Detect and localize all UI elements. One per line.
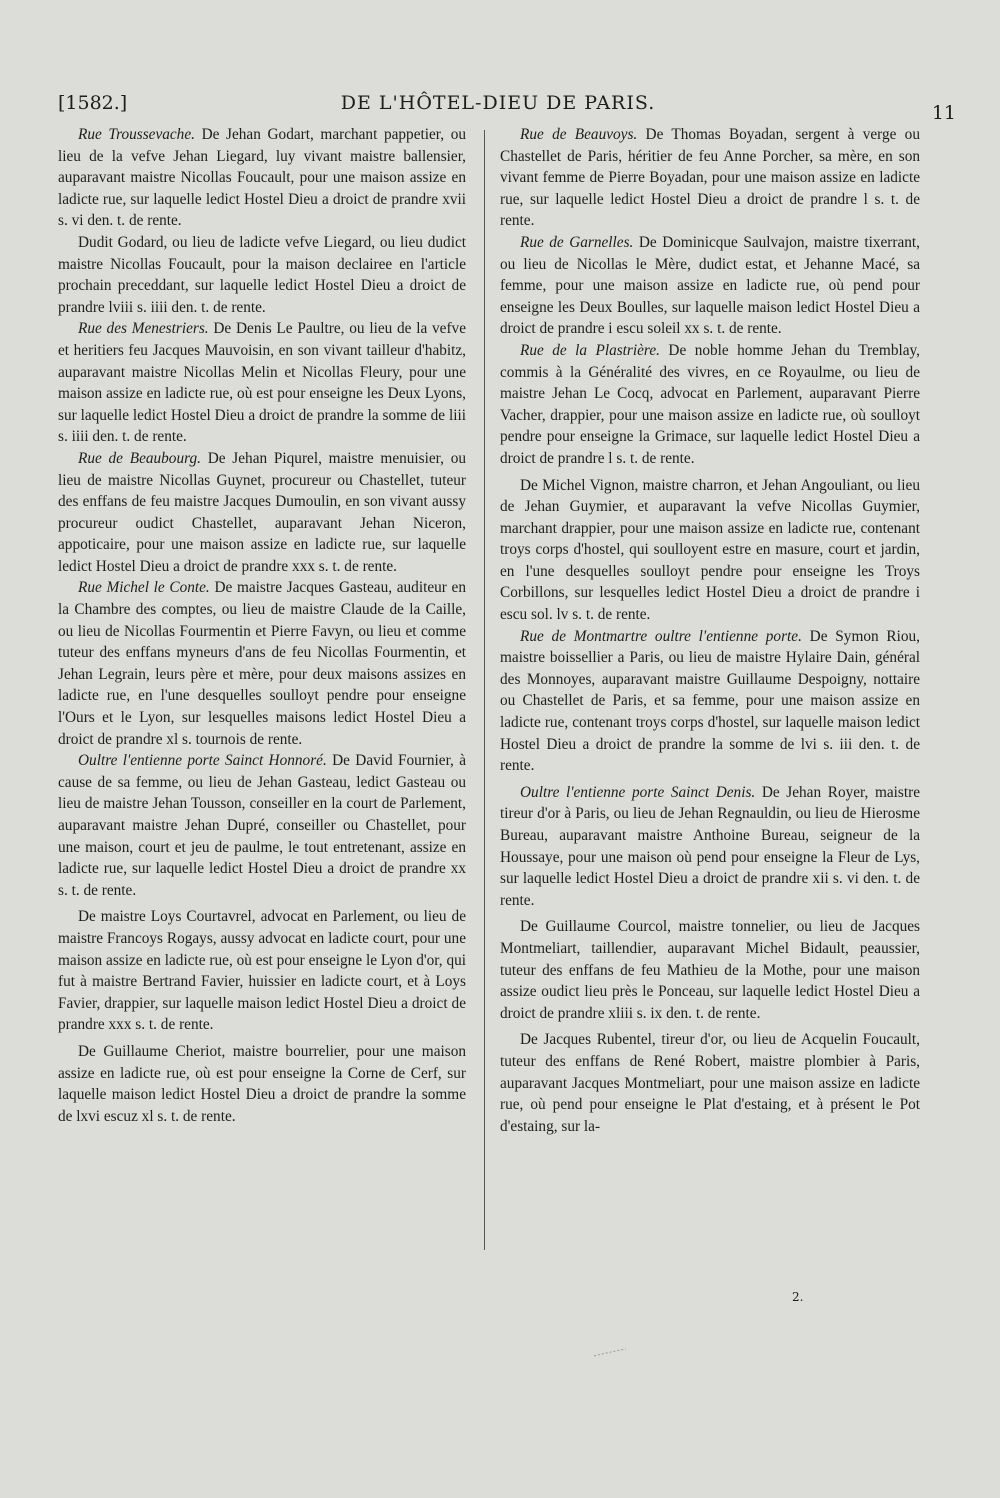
street-name: Oultre l'entienne porte Sainct Denis. bbox=[520, 783, 756, 801]
paragraph-text: De Michel Vignon, maistre charron, et Jehan Angouliant, ou lieu de Jehan Guymier, et auparavant la vefve Nicollas Guymier, marchant drappier, pour une maison assize en ladicte rue, contenant troys corps d'hostel, qui soulloyent estre en masure, court et jardin, en l'une desquelles soulloyt pendre pour enseigne les Troys Corbillons, sur lesquelles ledict Hostel Dieu a droict de prandre i escu sol. lv s. t. de rente. bbox=[500, 476, 920, 624]
left-column bbox=[58, 124, 466, 1127]
paragraph bbox=[58, 577, 466, 750]
paragraph-text: De Symon Riou, maistre boissellier a Paris, ou lieu de maistre Hylaire Dain, général des Monnoyes, auparavant maistre Guillaume Despoigny, nottaire ou Chastellet de Paris, et sa femme, pour une maison assize en ladicte rue, contenant troys corps d'hostel, sur laquelle maison ledict Hostel Dieu a droict de prandre la somme de lvi s. iii den. t. de rente. bbox=[500, 627, 921, 775]
paragraph bbox=[58, 906, 466, 1036]
right-column bbox=[500, 124, 920, 1137]
header-title: DE L'HÔTEL-DIEU DE PARIS. bbox=[340, 92, 656, 114]
paragraph bbox=[500, 626, 920, 777]
street-name: Rue de Beaubourg. bbox=[78, 449, 201, 467]
street-name: Rue de Garnelles. bbox=[520, 233, 634, 251]
running-header bbox=[58, 92, 956, 124]
ink-smudge-icon bbox=[592, 1348, 628, 1358]
paragraph bbox=[58, 1041, 466, 1127]
paragraph-text: De David Fournier, à cause de sa femme, ou lieu de Jehan Gasteau, ledict Gasteau ou lieu de maistre Jehan Tousson, conseiller en la court de Parlement, auparavant maistre Jehan Dupré, conseiller ou Chastellet, pour une maison, court et jeu de paulme, le tout entretenant, assize en ladicte rue, sur laquelle ledict Hostel Dieu a droict de prandre xx s. t. de rente. bbox=[58, 752, 466, 899]
paragraph-text: De Dominicque Saulvajon, maistre tixerrant, ou lieu de Nicollas le Mère, dudict estat, et Jehanne Macé, sa femme, pour une maison assize en ladicte rue, où pend pour enseigne les Deux Boulles, sur laquelle maison ledict Hostel Dieu a droict de prandre i escu soleil xx s. t. de rente. bbox=[500, 233, 920, 338]
paragraph-text: De Jehan Godart, marchant pappetier, ou lieu de la vefve Jehan Liegard, luy vivant maistre ballensier, auparavant maistre Nicollas Foucault, pour une maison assize en ladicte rue, sur laquelle ledict Hostel Dieu a droict de prandre xvii s. vi den. t. de rente. bbox=[58, 126, 466, 230]
street-name: Rue Troussevache. bbox=[78, 126, 195, 143]
street-name: Rue de Beauvoys. bbox=[520, 126, 638, 143]
paragraph bbox=[58, 448, 466, 578]
street-name: Rue Michel le Conte. bbox=[78, 579, 210, 597]
paragraph-text: De Guillaume Courcol, maistre tonnelier, ou lieu de Jacques Montmeliart, taillendier, auparavant Michel Bidault, peaussier, tuteur des enffans de feu Mathieu de la Mothe, pour une maison assize oudict lieu près le Ponceau, sur laquelle ledict Hostel Dieu a droict de prandre xliii s. ix den. t. de rente. bbox=[500, 918, 920, 1022]
street-name: Rue de la Plastrière. bbox=[520, 341, 660, 359]
paragraph bbox=[500, 782, 920, 912]
paragraph bbox=[500, 1029, 920, 1137]
paragraph bbox=[58, 124, 466, 232]
paragraph-text: De Guillaume Cheriot, maistre bourrelier, pour une maison assize en ladicte rue, où est pour enseigne la Corne de Cerf, sur laquelle maison ledict Hostel Dieu a droict de prandre la somme de lxvi escuz xl s. t. de rente. bbox=[58, 1042, 466, 1125]
paragraph bbox=[58, 318, 466, 448]
street-name: Rue des Menestriers. bbox=[78, 320, 209, 338]
header-year: [1582.] bbox=[58, 92, 128, 114]
street-name: Rue de Montmartre oultre l'entienne porte. bbox=[520, 627, 802, 645]
paragraph-text: De Thomas Boyadan, sergent à verge ou Chastellet de Paris, héritier de feu Anne Porcher, sa mère, en son vivant femme de Pierre Boyadan, pour une maison assize en ladicte rue, sur laquelle ledict Hostel Dieu a droict de prandre l s. t. de rente. bbox=[500, 126, 920, 230]
paragraph bbox=[500, 232, 920, 340]
paragraph-text: De Jehan Royer, maistre tireur d'or à Paris, ou lieu de Jehan Regnauldin, ou lieu de Hierosme Bureau, auparavant maistre Anthoine Bureau, seigneur de la Houssaye, pour une maison où pend pour enseigne la Fleur de Lys, sur laquelle ledict Hostel Dieu a droict de prandre xii s. vi den. t. de rente. bbox=[500, 783, 920, 909]
paragraph-text: De Denis Le Paultre, ou lieu de la vefve et heritiers feu Jacques Mauvoisin, en son vivant tailleur d'habitz, auparavant maistre Nicollas Melin et Nicollas Fleury, pour une maison assize en ladicte rue, où est pour enseigne les Deux Lyons, sur laquelle ledict Hostel Dieu a droict de prandre la somme de liii s. iiii den. t. de rente. bbox=[58, 320, 466, 446]
paragraph bbox=[500, 340, 920, 470]
paragraph bbox=[58, 232, 466, 318]
paragraph-text: De maistre Jacques Gasteau, auditeur en la Chambre des comptes, ou lieu de maistre Claude de la Caille, ou lieu de Nicollas Fourmentin et Pierre Favyn, ou lieu et comme tuteur des enffans myneurs d'ans de feu Nicollas Fourmentin, et Jehan Legrain, leurs père et mère, pour deux maisons assizes en ladicte rue, en l'une desquelles soulloyt pendre pour enseigne l'Ours et le Lyon, sur lesquelles maisons ledict Hostel Dieu a droict de prandre xl s. tournois de rente. bbox=[58, 579, 466, 748]
column-divider bbox=[484, 130, 485, 1250]
paragraph-text: De maistre Loys Courtavrel, advocat en Parlement, ou lieu de maistre Francoys Rogays, aussy advocat en ladicte court, pour une maison assize en ladicte rue, où est pour enseigne le Lyon d'or, qui fut à maistre Bertrand Favier, huissier en ladicte court, et à Loys Favier, drappier, sur laquelle maison ledict Hostel Dieu a droict de prandre xxx s. t. de rente. bbox=[58, 908, 466, 1034]
paragraph bbox=[500, 916, 920, 1024]
street-name: Oultre l'entienne porte Sainct Honnoré. bbox=[78, 752, 327, 770]
paragraph-text: De Jehan Piqurel, maistre menuisier, ou lieu de maistre Nicollas Guynet, procureur ou Chastellet, tuteur des enffans de feu maistre Jacques Dumoulin, en son vivant aussy procureur oudict Chastellet, auparavant Jehan Niceron, appoticaire, pour une maison assize en ladicte rue, sur laquelle ledict Hostel Dieu a droict de prandre xxx s. t. de rente. bbox=[58, 449, 466, 575]
paragraph bbox=[500, 475, 920, 626]
signature-mark: 2. bbox=[792, 1290, 804, 1304]
paragraph-text: De Jacques Rubentel, tireur d'or, ou lieu de Acquelin Foucault, tuteur des enffans de René Robert, maistre plombier à Paris, auparavant Jacques Montmeliart, pour une maison assize en ladicte rue, où pend pour enseigne le Plat d'estaing, et à présent le Pot d'estaing, sur la- bbox=[500, 1031, 920, 1135]
paragraph bbox=[58, 750, 466, 901]
page-number: 11 bbox=[931, 102, 956, 124]
paragraph-text: De noble homme Jehan du Tremblay, commis à la Généralité des vivres, en ce Royaulme, ou lieu de maistre Jehan Le Cocq, advocat en Parlement, auparavant Pierre Vacher, drappier, pour une maison assize en ladicte rue, où soulloyt pendre pour enseigne la Grimace, sur laquelle ledict Hostel Dieu a droict de prandre l s. t. de rente. bbox=[500, 341, 920, 467]
paragraph bbox=[500, 124, 920, 232]
paragraph-text: Dudit Godard, ou lieu de ladicte vefve Liegard, ou lieu dudict maistre Nicollas Foucault, pour la maison declairee en l'article prochain preceddant, sur laquelle ledict Hostel Dieu a droict de prandre lviii s. iiii den. t. de rente. bbox=[58, 233, 466, 316]
